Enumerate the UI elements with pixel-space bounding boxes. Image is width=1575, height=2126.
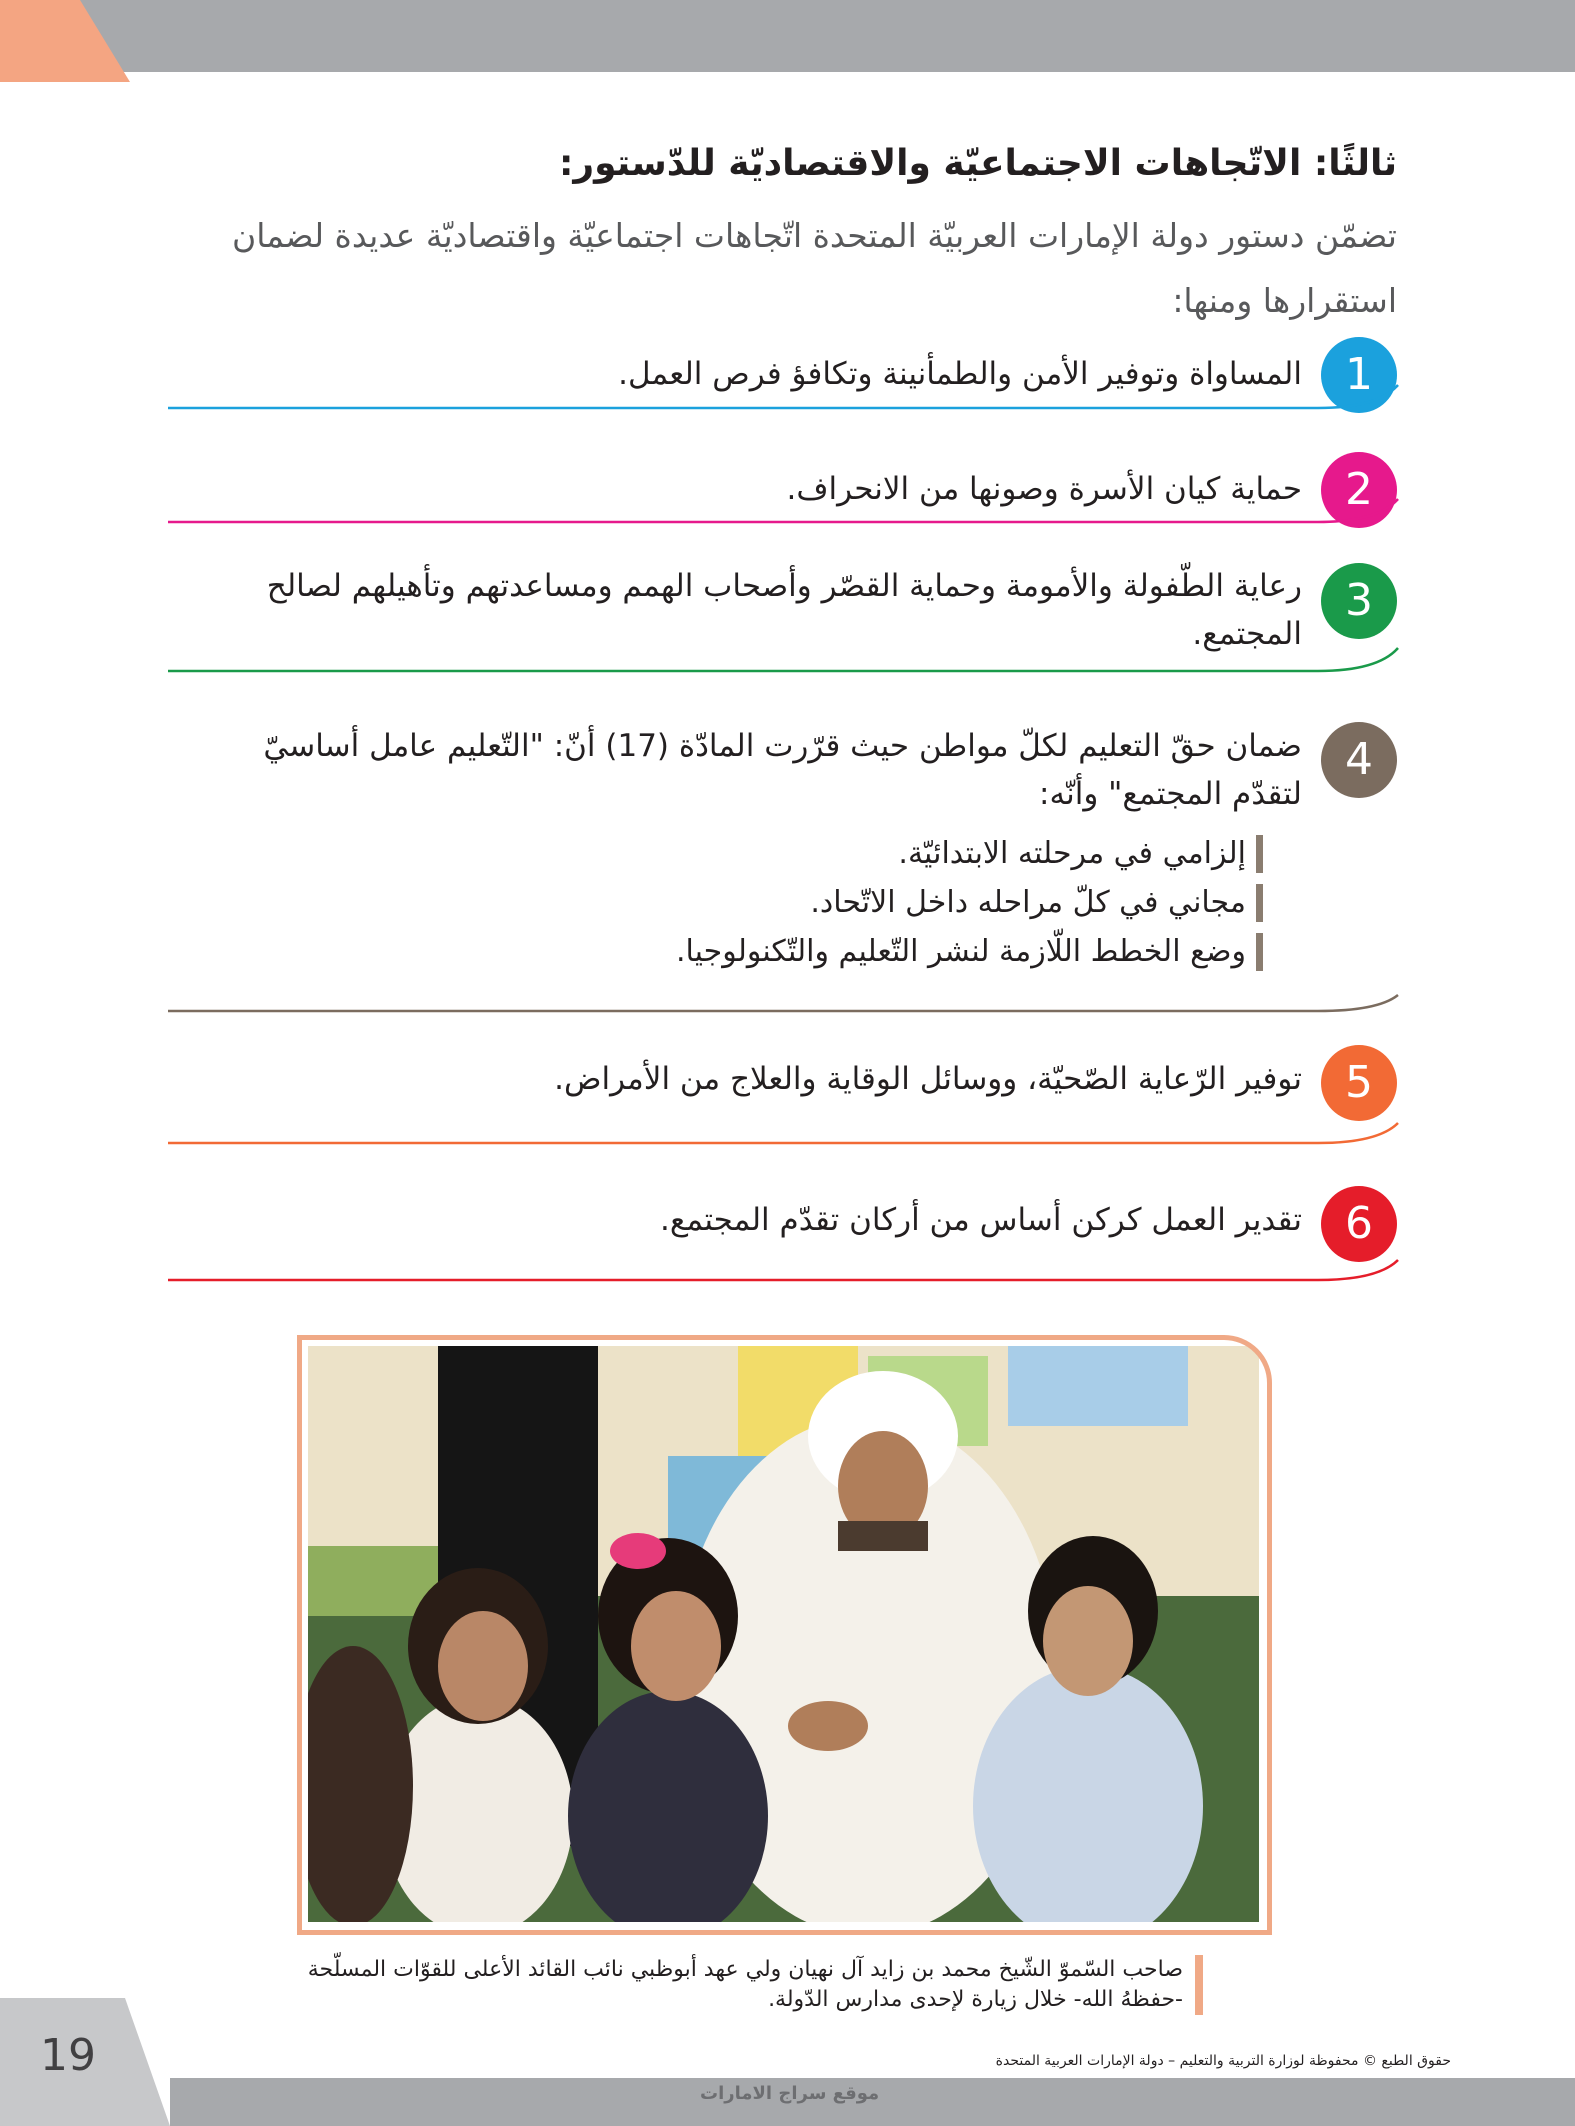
photo-caption: صاحب السّموّ الشّيخ محمد بن زايد آل نهيان ولي عهد أبوظبي نائب القائد الأعلى للقوّات المسلّحة -حفظهُ الله- خلال زيارة لإحدى مدارس الدّولة. xyxy=(303,1955,1203,2015)
classroom-photo xyxy=(308,1346,1259,1922)
sub-item: وضع الخطط اللّازمة لنشر التّعليم والتّكنولوجيا. xyxy=(363,933,1263,971)
item-text: تقدير العمل كركن أساس من أركان تقدّم المجتمع. xyxy=(660,1202,1302,1238)
item-divider xyxy=(168,1118,1408,1178)
page-number: 19 xyxy=(40,2030,96,2081)
item-text: المساواة وتوفير الأمن والطمأنينة وتكافؤ فرص العمل. xyxy=(618,356,1302,392)
number-badge: 1 xyxy=(1321,337,1397,413)
section-heading: ثالثًا: الاتّجاهات الاجتماعيّة والاقتصاديّة للدّستور: xyxy=(558,143,1397,184)
top-bar xyxy=(0,0,1575,72)
item-divider xyxy=(168,380,1408,440)
footer-watermark: موقع سراج الامارات xyxy=(700,2083,880,2104)
item-text: حماية كيان الأسرة وصونها من الانحراف. xyxy=(786,471,1302,507)
sub-item: مجاني في كلّ مراحله داخل الاتّحاد. xyxy=(363,884,1263,922)
item-text: ضمان حقّ التعليم لكلّ مواطن حيث قرّرت المادّة (17) أنّ: "التّعليم عامل أساسيّ لتقدّم المجتمع" وأنّه: xyxy=(263,728,1302,812)
sub-item: إلزامي في مرحلته الابتدائيّة. xyxy=(363,835,1263,873)
item-divider xyxy=(168,643,1408,703)
number-badge: 4 xyxy=(1321,722,1397,798)
number-badge: 6 xyxy=(1321,1186,1397,1262)
item-text: رعاية الطّفولة والأمومة وحماية القصّر وأصحاب الهمم ومساعدتهم وتأهيلهم لصالح المجتمع. xyxy=(266,568,1302,652)
intro-paragraph: تضمّن دستور دولة الإمارات العربيّة المتحدة اتّجاهات اجتماعيّة واقتصاديّة عديدة لضمان استقرارها ومنها: xyxy=(232,216,1397,320)
number-badge: 2 xyxy=(1321,452,1397,528)
list-item xyxy=(167,722,1397,842)
number-badge: 5 xyxy=(1321,1045,1397,1121)
sub-list xyxy=(363,835,1263,982)
item-text: توفير الرّعاية الصّحيّة، ووسائل الوقاية والعلاج من الأمراض. xyxy=(554,1061,1302,1097)
item-divider xyxy=(168,1255,1408,1315)
item-divider xyxy=(168,494,1408,554)
copyright-notice: حقوق الطبع © محفوظة لوزارة التربية والتعليم – دولة الإمارات العربية المتحدة xyxy=(995,2053,1451,2069)
number-badge: 3 xyxy=(1321,563,1397,639)
photo-frame xyxy=(297,1335,1272,1935)
